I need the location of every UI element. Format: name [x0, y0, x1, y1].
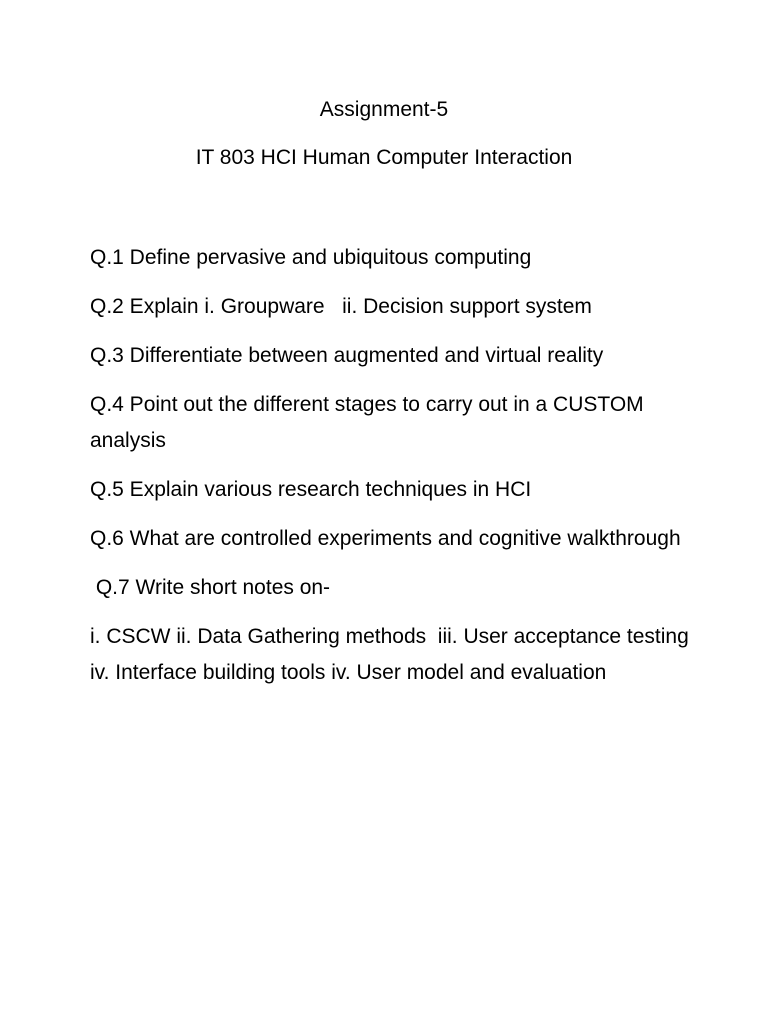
question-6: Q.6 What are controlled experiments and cognitive walkthrough [90, 527, 681, 550]
document-title: Assignment-5 [319, 98, 449, 121]
question-4: Q.4 Point out the different stages to carry out in a CUSTOM analysis [90, 393, 650, 452]
question-7-topics: i. CSCW ii. Data Gathering methods iii. User acceptance testing iv. Interface building tools iv. User model and evaluation [90, 625, 695, 684]
document-subtitle: IT 803 HCI Human Computer Interaction [195, 146, 573, 169]
question-list [90, 240, 695, 704]
question-2: Q.2 Explain i. Groupware ii. Decision support system [90, 295, 592, 318]
question-3: Q.3 Differentiate between augmented and virtual reality [90, 344, 604, 367]
question-5: Q.5 Explain various research techniques in HCI [90, 478, 532, 501]
question-7: Q.7 Write short notes on- [90, 576, 331, 599]
question-1: Q.1 Define pervasive and ubiquitous computing [90, 246, 532, 269]
